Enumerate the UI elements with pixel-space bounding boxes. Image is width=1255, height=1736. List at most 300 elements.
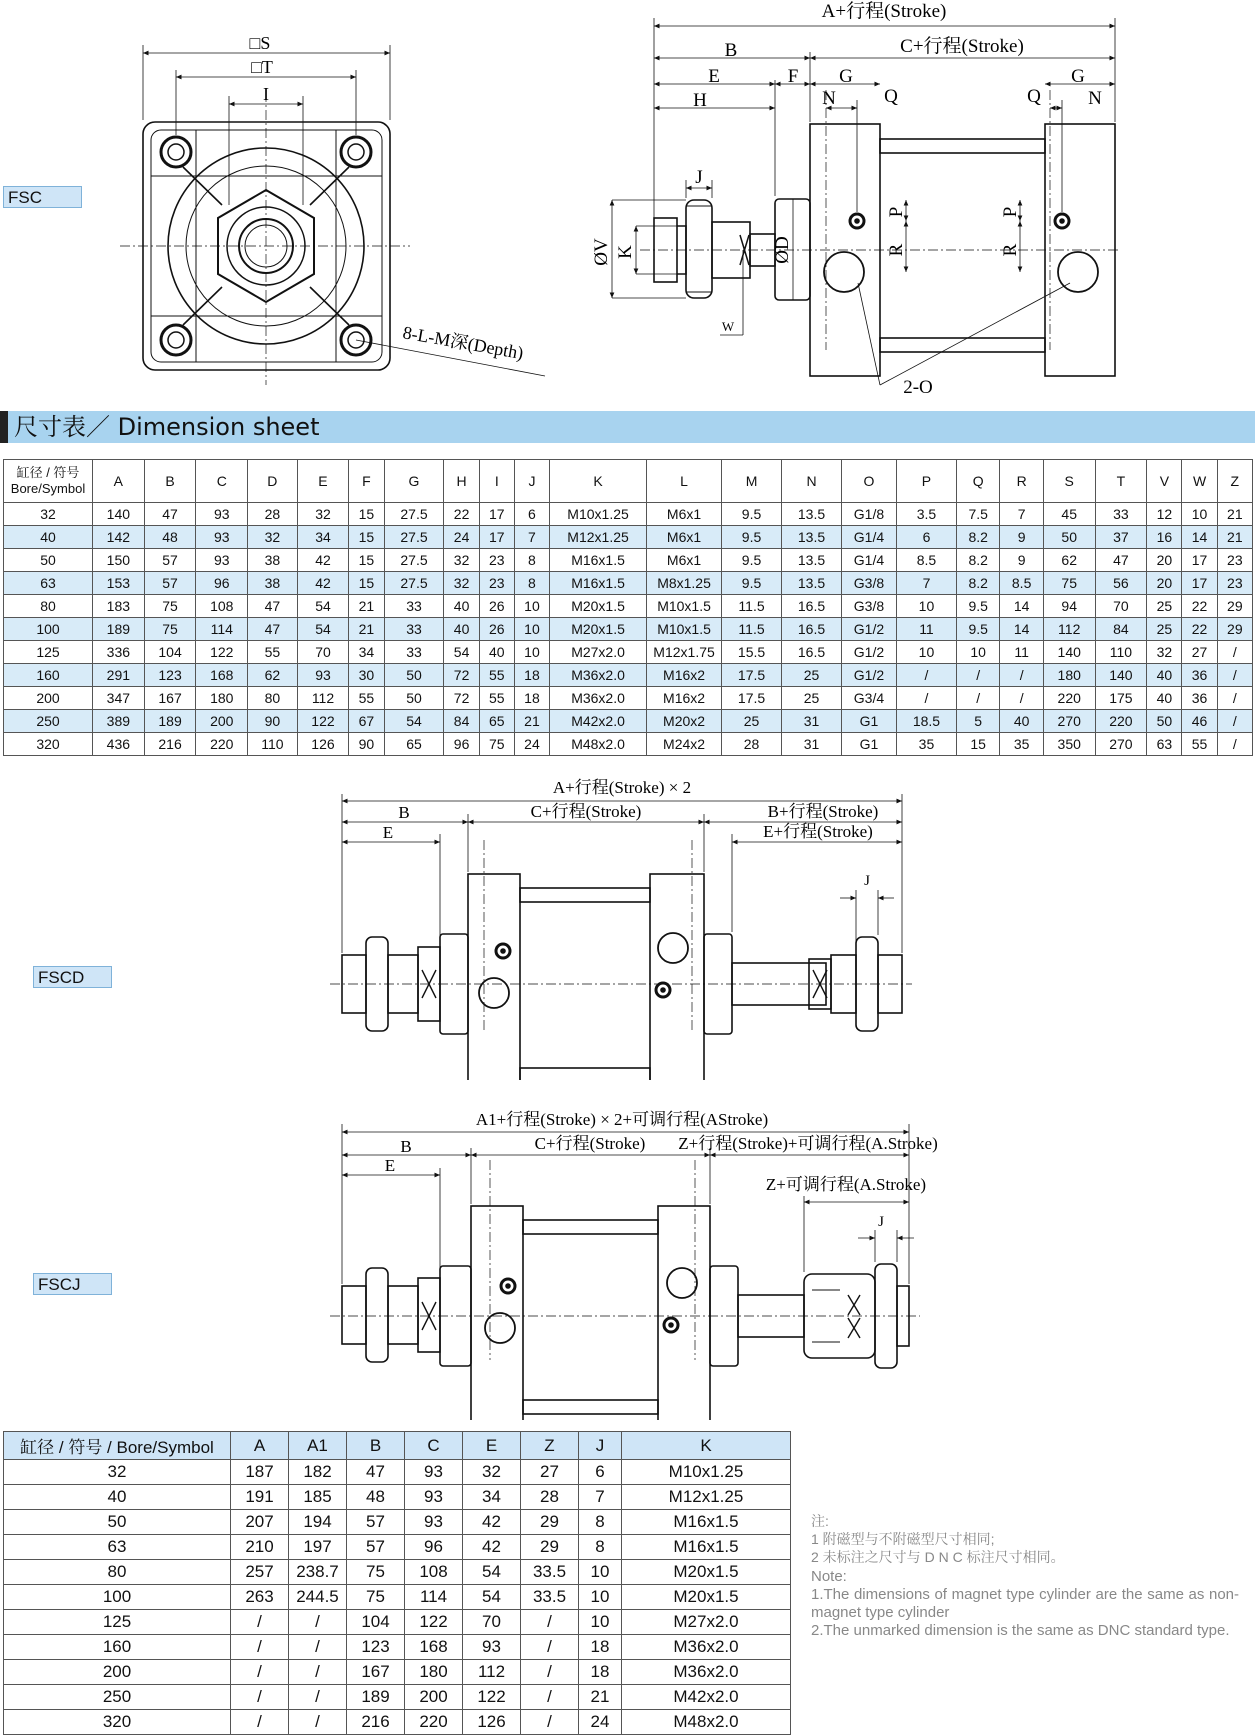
dim-i: I <box>263 84 269 104</box>
header-k: K <box>550 460 647 503</box>
header-a: A <box>231 1432 289 1460</box>
table-cell: 194 <box>289 1510 347 1535</box>
fscj-z-adj: Z+可调行程(A.Stroke) <box>765 1175 927 1194</box>
model-label-fscd: FSCD <box>33 966 112 988</box>
table-cell: 142 <box>93 526 145 549</box>
table-cell: M12x1.75 <box>647 641 722 664</box>
header-c: C <box>405 1432 463 1460</box>
table-cell: 55 <box>1182 733 1217 756</box>
table-header-row <box>4 460 1253 503</box>
table-cell: 11.5 <box>722 595 782 618</box>
table-cell: 33 <box>384 618 444 641</box>
table-cell: 93 <box>196 526 248 549</box>
table-cell: 140 <box>1095 664 1147 687</box>
table-cell: 40 <box>444 595 479 618</box>
dim-p-left: P <box>886 206 907 218</box>
table-cell: 33 <box>1095 503 1147 526</box>
table-cell: / <box>1000 664 1043 687</box>
dim-k: K <box>615 245 636 259</box>
table-cell: / <box>289 1685 347 1710</box>
table-row <box>4 1660 791 1685</box>
table-cell: 11 <box>896 618 956 641</box>
header-p: P <box>896 460 956 503</box>
table-cell: 93 <box>405 1510 463 1535</box>
table-cell: 347 <box>93 687 145 710</box>
table-cell: 21 <box>514 710 549 733</box>
table-cell: 18 <box>514 687 549 710</box>
table-cell: 10 <box>514 595 549 618</box>
table-cell: 187 <box>231 1460 289 1485</box>
table-cell: 35 <box>896 733 956 756</box>
dim-w: W <box>721 319 735 334</box>
table-cell: 250 <box>4 1685 231 1710</box>
table-cell: 25 <box>1147 595 1182 618</box>
table-row <box>4 1460 791 1485</box>
table-cell: 75 <box>479 733 514 756</box>
table-cell: 26 <box>479 595 514 618</box>
table-cell: 168 <box>196 664 248 687</box>
header-o: O <box>841 460 896 503</box>
table-cell: / <box>289 1660 347 1685</box>
table-cell: 175 <box>1095 687 1147 710</box>
table-cell: 31 <box>782 733 842 756</box>
dim-s: □S <box>249 33 271 53</box>
table-cell: G3/8 <box>841 595 896 618</box>
table-cell: / <box>1217 641 1252 664</box>
table-cell: 8 <box>514 572 549 595</box>
table-cell: / <box>231 1610 289 1635</box>
header-bore-symbol <box>4 460 93 503</box>
table-cell: 27.5 <box>384 572 444 595</box>
table-cell: 96 <box>196 572 248 595</box>
table-cell: 22 <box>1182 595 1217 618</box>
table-cell: 40 <box>1147 687 1182 710</box>
table-cell: 24 <box>514 733 549 756</box>
table-cell: 16.5 <box>782 595 842 618</box>
table-row <box>4 1485 791 1510</box>
table-cell: 167 <box>347 1660 405 1685</box>
table-cell: 10 <box>579 1610 622 1635</box>
table-cell: 8 <box>514 549 549 572</box>
dim-h: H <box>693 90 707 111</box>
table-cell: M16x1.5 <box>622 1510 791 1535</box>
notes-cn-1: 1 附磁型与不附磁型尺寸相同; <box>811 1531 995 1547</box>
table-cell: G1/4 <box>841 549 896 572</box>
table-cell: 45 <box>1043 503 1095 526</box>
header-bore-symbol-line: 缸径 / 符号 <box>16 465 80 480</box>
header-w: W <box>1182 460 1217 503</box>
table-cell: 183 <box>93 595 145 618</box>
table-row <box>4 710 1253 733</box>
dim-j: J <box>695 167 703 188</box>
table-cell: 50 <box>4 1510 231 1535</box>
table-cell: 23 <box>479 572 514 595</box>
table-cell: / <box>521 1635 579 1660</box>
table-cell: 200 <box>4 1660 231 1685</box>
table-cell: 22 <box>444 503 479 526</box>
table-cell: 207 <box>231 1510 289 1535</box>
table-cell: 37 <box>1095 526 1147 549</box>
table-cell: 8.2 <box>956 526 999 549</box>
table-cell: G1/2 <box>841 641 896 664</box>
notes-en-title: Note: <box>811 1568 847 1585</box>
dim-g-right: G <box>1071 66 1085 87</box>
header-f: F <box>349 460 384 503</box>
table-cell: M24x2 <box>647 733 722 756</box>
table-cell: 27.5 <box>384 503 444 526</box>
table-cell: 93 <box>297 664 349 687</box>
section-banner <box>0 411 1255 443</box>
table-cell: 32 <box>4 503 93 526</box>
table-cell: 153 <box>93 572 145 595</box>
table-cell: 13.5 <box>782 526 842 549</box>
table-cell: 75 <box>347 1560 405 1585</box>
banner-mark <box>0 411 8 443</box>
table-cell: 18 <box>579 1635 622 1660</box>
table-cell: 47 <box>248 618 298 641</box>
table-cell: / <box>521 1660 579 1685</box>
table-cell: 15 <box>349 526 384 549</box>
table-cell: 15.5 <box>722 641 782 664</box>
fscj-e: E <box>384 1156 396 1175</box>
dim-p-right: P <box>1000 206 1021 218</box>
table-cell: 350 <box>1043 733 1095 756</box>
table-cell: 17 <box>479 526 514 549</box>
table-cell: 96 <box>444 733 479 756</box>
table-cell: 220 <box>196 733 248 756</box>
table-cell: 180 <box>405 1660 463 1685</box>
table-cell: 189 <box>144 710 196 733</box>
table-cell: 25 <box>722 710 782 733</box>
table-row <box>4 618 1253 641</box>
table-cell: 9.5 <box>956 618 999 641</box>
table-cell: 31 <box>782 710 842 733</box>
table-cell: G1 <box>841 733 896 756</box>
table-cell: M20x1.5 <box>622 1585 791 1610</box>
header-a: A <box>93 460 145 503</box>
table-cell: 191 <box>231 1485 289 1510</box>
table-cell: 70 <box>297 641 349 664</box>
table-cell: 93 <box>196 549 248 572</box>
table-cell: 54 <box>463 1585 521 1610</box>
header-g: G <box>384 460 444 503</box>
table-cell: 16 <box>1147 526 1182 549</box>
table-cell: 47 <box>1095 549 1147 572</box>
table-cell: 180 <box>196 687 248 710</box>
table-cell: 7 <box>1000 503 1043 526</box>
table-cell: 90 <box>248 710 298 733</box>
table-cell: 110 <box>1095 641 1147 664</box>
table-cell: 18 <box>579 1660 622 1685</box>
table-cell: 20 <box>1147 572 1182 595</box>
table-cell: 63 <box>1147 733 1182 756</box>
table-cell: 389 <box>93 710 145 733</box>
table-cell: 28 <box>248 503 298 526</box>
header-z: Z <box>521 1432 579 1460</box>
table-cell: G3/4 <box>841 687 896 710</box>
table-cell: 17 <box>479 503 514 526</box>
table-cell: G1/4 <box>841 526 896 549</box>
table-cell: 28 <box>521 1485 579 1510</box>
table-cell: 90 <box>349 733 384 756</box>
header-m: M <box>722 460 782 503</box>
table-cell: M10x1.5 <box>647 595 722 618</box>
table-row <box>4 526 1253 549</box>
table-cell: 54 <box>463 1560 521 1585</box>
table-cell: 72 <box>444 664 479 687</box>
table-cell: 108 <box>196 595 248 618</box>
header-i: I <box>479 460 514 503</box>
table-cell: M36x2.0 <box>550 687 647 710</box>
header-bore-symbol-line: Bore/Symbol <box>10 481 86 496</box>
header-l: L <box>647 460 722 503</box>
dim-v: ØV <box>591 238 612 266</box>
table-cell: 210 <box>231 1535 289 1560</box>
table-cell: 336 <box>93 641 145 664</box>
table-cell: 6 <box>896 526 956 549</box>
fscj-a1-stroke: A1+行程(Stroke) × 2+可调行程(AStroke) <box>475 1110 769 1129</box>
table-cell: 27.5 <box>384 526 444 549</box>
dim-e: E <box>708 66 720 87</box>
table-cell: 72 <box>444 687 479 710</box>
table-cell: / <box>289 1635 347 1660</box>
table-cell: 10 <box>1182 503 1217 526</box>
header-j: J <box>579 1432 622 1460</box>
fsc-drawing <box>0 0 1255 405</box>
table-cell: 9 <box>1000 549 1043 572</box>
table-cell: 17.5 <box>722 664 782 687</box>
dim-q-right: Q <box>1027 86 1041 107</box>
table-cell: 48 <box>144 526 196 549</box>
table-cell: M20x1.5 <box>550 595 647 618</box>
header-k: K <box>622 1432 791 1460</box>
table-cell: 93 <box>196 503 248 526</box>
table-cell: / <box>1217 733 1252 756</box>
table-cell: 15 <box>956 733 999 756</box>
dim-t: □T <box>251 57 273 77</box>
table-cell: M42x2.0 <box>550 710 647 733</box>
table-cell: 42 <box>297 572 349 595</box>
table-cell: 27.5 <box>384 549 444 572</box>
table-cell: 29 <box>1217 618 1252 641</box>
table-cell: 23 <box>479 549 514 572</box>
table-cell: 8 <box>579 1535 622 1560</box>
header-e: E <box>297 460 349 503</box>
table-row <box>4 1560 791 1585</box>
table-cell: 57 <box>144 549 196 572</box>
table-cell: 29 <box>521 1535 579 1560</box>
table-cell: 8.2 <box>956 572 999 595</box>
table-cell: M20x2 <box>647 710 722 733</box>
table-cell: 33 <box>384 641 444 664</box>
table-cell: 33.5 <box>521 1585 579 1610</box>
table-cell: 50 <box>1043 526 1095 549</box>
table-cell: 65 <box>479 710 514 733</box>
table-cell: 70 <box>463 1610 521 1635</box>
table-cell: 14 <box>1000 595 1043 618</box>
table-cell: / <box>289 1710 347 1735</box>
table-cell: 220 <box>405 1710 463 1735</box>
table-cell: 263 <box>231 1585 289 1610</box>
header-a1: A1 <box>289 1432 347 1460</box>
header-c: C <box>196 460 248 503</box>
table-cell: 35 <box>1000 733 1043 756</box>
table-cell: M6x1 <box>647 503 722 526</box>
table-cell: 67 <box>349 710 384 733</box>
table-cell: 12 <box>1147 503 1182 526</box>
header-b: B <box>144 460 196 503</box>
table-cell: G1/2 <box>841 664 896 687</box>
table-cell: 93 <box>463 1635 521 1660</box>
table-cell: / <box>231 1635 289 1660</box>
table-cell: 112 <box>297 687 349 710</box>
table-cell: 112 <box>1043 618 1095 641</box>
table-cell: 32 <box>444 549 479 572</box>
table-cell: 32 <box>248 526 298 549</box>
fscd-drawing <box>0 770 1255 1080</box>
notes-cn-2: 2 未标注之尺寸与 D N C 标注尺寸相同。 <box>811 1549 1065 1565</box>
table-cell: 34 <box>463 1485 521 1510</box>
table-cell: 47 <box>248 595 298 618</box>
table-cell: 93 <box>405 1460 463 1485</box>
header-bore-symbol: 缸径 / 符号 / Bore/Symbol <box>4 1432 231 1460</box>
table-cell: 32 <box>297 503 349 526</box>
table-cell: 7.5 <box>956 503 999 526</box>
table-cell: 57 <box>144 572 196 595</box>
table-cell: 23 <box>1217 572 1252 595</box>
table-cell: / <box>1000 687 1043 710</box>
header-z: Z <box>1217 460 1252 503</box>
table-cell: 63 <box>4 1535 231 1560</box>
table-cell: 8.2 <box>956 549 999 572</box>
table-cell: 10 <box>896 641 956 664</box>
fscd-b-stroke: B+行程(Stroke) <box>767 802 879 821</box>
fscj-z-stroke: Z+行程(Stroke)+可调行程(A.Stroke) <box>678 1134 938 1153</box>
table-cell: 13.5 <box>782 503 842 526</box>
table-cell: 55 <box>248 641 298 664</box>
fscd-a-stroke: A+行程(Stroke) × 2 <box>552 778 692 797</box>
table-cell: 54 <box>297 618 349 641</box>
table-cell: 150 <box>93 549 145 572</box>
table-cell: 40 <box>1000 710 1043 733</box>
table-cell: 100 <box>4 618 93 641</box>
table-cell: 114 <box>405 1585 463 1610</box>
table-cell: 33 <box>384 595 444 618</box>
table-cell: M27x2.0 <box>622 1610 791 1635</box>
table-cell: 15 <box>349 572 384 595</box>
table-cell: 168 <box>405 1635 463 1660</box>
table-cell: 114 <box>196 618 248 641</box>
table-cell: 75 <box>144 595 196 618</box>
table-cell: 55 <box>479 664 514 687</box>
table-cell: / <box>1217 687 1252 710</box>
table-cell: 10 <box>579 1585 622 1610</box>
dimension-table-fscd-fscj <box>3 1431 791 1735</box>
table-cell: 10 <box>956 641 999 664</box>
table-cell: 9.5 <box>956 595 999 618</box>
table-cell: 57 <box>347 1510 405 1535</box>
table-cell: / <box>521 1610 579 1635</box>
table-cell: M10x1.25 <box>550 503 647 526</box>
table-cell: 70 <box>1095 595 1147 618</box>
table-cell: 122 <box>196 641 248 664</box>
fscd-j: J <box>864 873 870 889</box>
table-cell: 200 <box>196 710 248 733</box>
model-label-fsc: FSC <box>3 186 82 208</box>
dim-d: ØD <box>772 236 793 264</box>
table-cell: 216 <box>144 733 196 756</box>
table-cell: 216 <box>347 1710 405 1735</box>
table-cell: 9.5 <box>722 572 782 595</box>
table-cell: M6x1 <box>647 549 722 572</box>
table-cell: 20 <box>1147 549 1182 572</box>
dim-f: F <box>787 66 799 87</box>
table-row <box>4 595 1253 618</box>
table-cell: 75 <box>144 618 196 641</box>
section-title: 尺寸表／ Dimension sheet <box>14 413 320 441</box>
table-cell: M48x2.0 <box>550 733 647 756</box>
table-cell: 21 <box>1217 503 1252 526</box>
table-cell: 50 <box>384 687 444 710</box>
table-cell: 40 <box>4 526 93 549</box>
table-cell: M6x1 <box>647 526 722 549</box>
table-cell: 197 <box>289 1535 347 1560</box>
table-cell: / <box>896 664 956 687</box>
table-cell: 24 <box>444 526 479 549</box>
table-cell: M12x1.25 <box>550 526 647 549</box>
table-row <box>4 1535 791 1560</box>
table-cell: 122 <box>463 1685 521 1710</box>
table-cell: 40 <box>479 641 514 664</box>
table-cell: 126 <box>463 1710 521 1735</box>
table-cell: 22 <box>1182 618 1217 641</box>
table-row <box>4 1635 791 1660</box>
table-cell: 185 <box>289 1485 347 1510</box>
table-cell: 15 <box>349 549 384 572</box>
table-cell: 15 <box>349 503 384 526</box>
table-cell: 104 <box>347 1610 405 1635</box>
fscj-j: J <box>878 1214 884 1230</box>
table-cell: 34 <box>297 526 349 549</box>
table-cell: 160 <box>4 664 93 687</box>
table-cell: 108 <box>405 1560 463 1585</box>
table-cell: 62 <box>1043 549 1095 572</box>
table-cell: / <box>231 1710 289 1735</box>
fscd-e-stroke: E+行程(Stroke) <box>763 822 873 841</box>
table-cell: 182 <box>289 1460 347 1485</box>
dimension-table-fsc <box>3 459 1253 756</box>
table-cell: 63 <box>4 572 93 595</box>
table-cell: M16x2 <box>647 687 722 710</box>
table-cell: / <box>956 664 999 687</box>
table-cell: 257 <box>231 1560 289 1585</box>
table-cell: / <box>231 1685 289 1710</box>
table-cell: 14 <box>1182 526 1217 549</box>
table-cell: 122 <box>297 710 349 733</box>
fscd-b: B <box>398 803 410 822</box>
header-n: N <box>782 460 842 503</box>
table-cell: / <box>231 1660 289 1685</box>
table-cell: 32 <box>444 572 479 595</box>
table-cell: 29 <box>521 1510 579 1535</box>
table-row <box>4 664 1253 687</box>
dim-c-stroke: C+行程(Stroke) <box>900 36 1024 57</box>
table-row <box>4 641 1253 664</box>
table-cell: 50 <box>4 549 93 572</box>
fscj-c-stroke: C+行程(Stroke) <box>534 1134 646 1153</box>
table-cell: 10 <box>514 618 549 641</box>
table-cell: M42x2.0 <box>622 1685 791 1710</box>
